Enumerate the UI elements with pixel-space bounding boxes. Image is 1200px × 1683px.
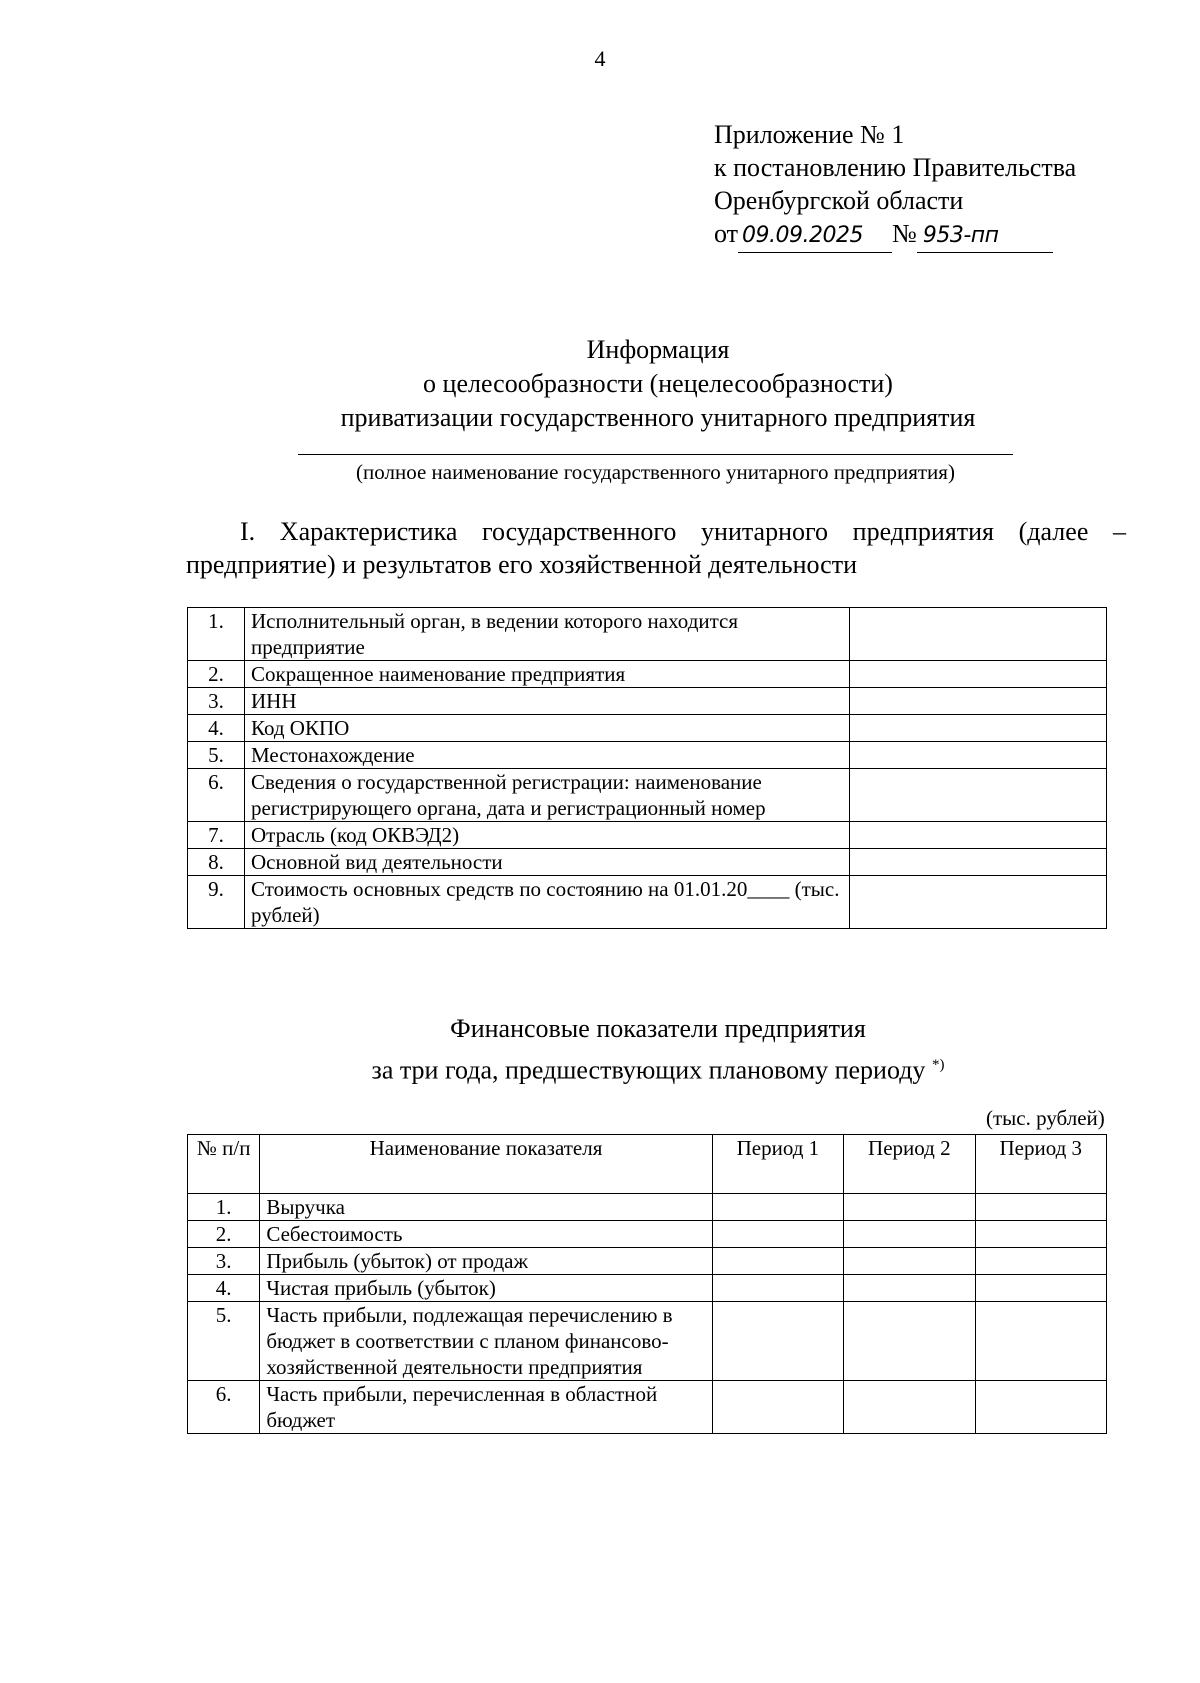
document-title-line2: о целесообразности (нецелесообразности) [423, 369, 893, 398]
period-2-value [844, 1275, 975, 1302]
row-number: 4. [188, 715, 245, 742]
from-label: от [714, 219, 739, 248]
table-row [188, 876, 1107, 929]
period-3-value [975, 1381, 1106, 1434]
row-name: Сведения о государственной регистрации: наименование регистрирующего органа, дата и регистрационный номер [245, 769, 850, 822]
period-1-value [712, 1302, 843, 1381]
row-number: 6. [188, 769, 245, 822]
characteristics-table [187, 607, 1107, 929]
row-value [850, 849, 1107, 876]
row-number: 8. [188, 849, 245, 876]
row-value [850, 822, 1107, 849]
row-number: 3. [188, 688, 245, 715]
period-1-value [712, 1381, 843, 1434]
indicator-name: Часть прибыли, подлежащая перечислению в бюджет в соответствии с планом финансово-хозяйственной деятельности предприятия [260, 1302, 712, 1381]
row-name: Отрасль (код ОКВЭД2) [245, 822, 850, 849]
table-row [188, 1275, 1107, 1302]
row-name: Исполнительный орган, в ведении которого находится предприятие [245, 608, 850, 661]
table-row [188, 1302, 1107, 1381]
header-period-1: Период 1 [712, 1135, 843, 1194]
document-title-line1: Информация [586, 335, 730, 364]
period-3-value [975, 1302, 1106, 1381]
period-1-value [712, 1275, 843, 1302]
period-2-value [844, 1221, 975, 1248]
row-number: 1. [188, 1194, 260, 1221]
table-row [188, 1248, 1107, 1275]
period-1-value [712, 1248, 843, 1275]
page-number: 4 [594, 46, 606, 71]
row-number: 7. [188, 822, 245, 849]
table-row [188, 1194, 1107, 1221]
indicator-name: Выручка [260, 1194, 712, 1221]
period-3-value [975, 1221, 1106, 1248]
period-3-value [975, 1194, 1106, 1221]
financial-table-header [188, 1135, 1107, 1194]
table-row [188, 1381, 1107, 1434]
table-row [188, 608, 1107, 661]
enterprise-name-line [298, 454, 1013, 455]
table-row [188, 1221, 1107, 1248]
row-number: 3. [188, 1248, 260, 1275]
financial-title-line2 [0, 1047, 1200, 1089]
indicator-name: Часть прибыли, перечисленная в областной бюджет [260, 1381, 712, 1434]
row-name: Основной вид деятельности [245, 849, 850, 876]
period-3-value [975, 1275, 1106, 1302]
table-row [188, 849, 1107, 876]
units-note: (тыс. рублей) [986, 1106, 1105, 1130]
handwritten-date: 09.09.2025 [738, 219, 892, 253]
header-period-3: Период 3 [975, 1135, 1106, 1194]
number-label: № [892, 219, 917, 248]
appendix-line-region: Оренбургской области [714, 186, 964, 215]
row-value [850, 742, 1107, 769]
row-number: 1. [188, 608, 245, 661]
appendix-line-resolution: к постановлению Правительства [714, 153, 1077, 182]
row-number: 2. [188, 1221, 260, 1248]
financial-title [0, 1011, 1200, 1089]
row-number: 4. [188, 1275, 260, 1302]
period-2-value [844, 1381, 975, 1434]
enterprise-name-caption: (полное наименование государственного унитарного предприятия) [356, 460, 955, 484]
row-number: 5. [188, 1302, 260, 1381]
handwritten-number: 953-пп [917, 219, 1053, 253]
appendix-block [714, 118, 1076, 253]
indicator-name: Себестоимость [260, 1221, 712, 1248]
document-title [0, 333, 1200, 435]
financial-title-line2-text: за три года, предшествующих плановому периоду [371, 1055, 926, 1085]
row-name: Сокращенное наименование предприятия [245, 661, 850, 688]
row-number: 9. [188, 876, 245, 929]
row-number: 2. [188, 661, 245, 688]
section-title: I. Характеристика государственного унитарного предприятия (далее – предприятие) и результатов его хозяйственной деятельности [186, 517, 1126, 579]
row-value [850, 608, 1107, 661]
period-3-value [975, 1248, 1106, 1275]
period-1-value [712, 1221, 843, 1248]
period-2-value [844, 1194, 975, 1221]
financial-table [187, 1134, 1107, 1434]
period-2-value [844, 1248, 975, 1275]
row-name: ИНН [245, 688, 850, 715]
appendix-date-number-line [714, 217, 1076, 253]
indicator-name: Чистая прибыль (убыток) [260, 1275, 712, 1302]
row-value [850, 876, 1107, 929]
table-row [188, 715, 1107, 742]
footnote-mark: *) [931, 1057, 945, 1073]
row-name: Стоимость основных средств по состоянию на 01.01.20____ (тыс. рублей) [245, 876, 850, 929]
row-value [850, 688, 1107, 715]
table-row [188, 688, 1107, 715]
row-number: 6. [188, 1381, 260, 1434]
table-row [188, 769, 1107, 822]
header-period-2: Период 2 [844, 1135, 975, 1194]
table-row [188, 742, 1107, 769]
financial-title-line1: Финансовые показатели предприятия [450, 1014, 866, 1043]
row-number: 5. [188, 742, 245, 769]
row-name: Местонахождение [245, 742, 850, 769]
table-row [188, 661, 1107, 688]
row-value [850, 715, 1107, 742]
row-value [850, 661, 1107, 688]
document-title-line3: приватизации государственного унитарного предприятия [340, 403, 976, 432]
indicator-name: Прибыль (убыток) от продаж [260, 1248, 712, 1275]
header-name: Наименование показателя [260, 1135, 712, 1194]
appendix-title: Приложение № 1 [714, 120, 905, 149]
row-value [850, 769, 1107, 822]
period-1-value [712, 1194, 843, 1221]
header-num: № п/п [188, 1135, 260, 1194]
period-2-value [844, 1302, 975, 1381]
table-row [188, 822, 1107, 849]
row-name: Код ОКПО [245, 715, 850, 742]
